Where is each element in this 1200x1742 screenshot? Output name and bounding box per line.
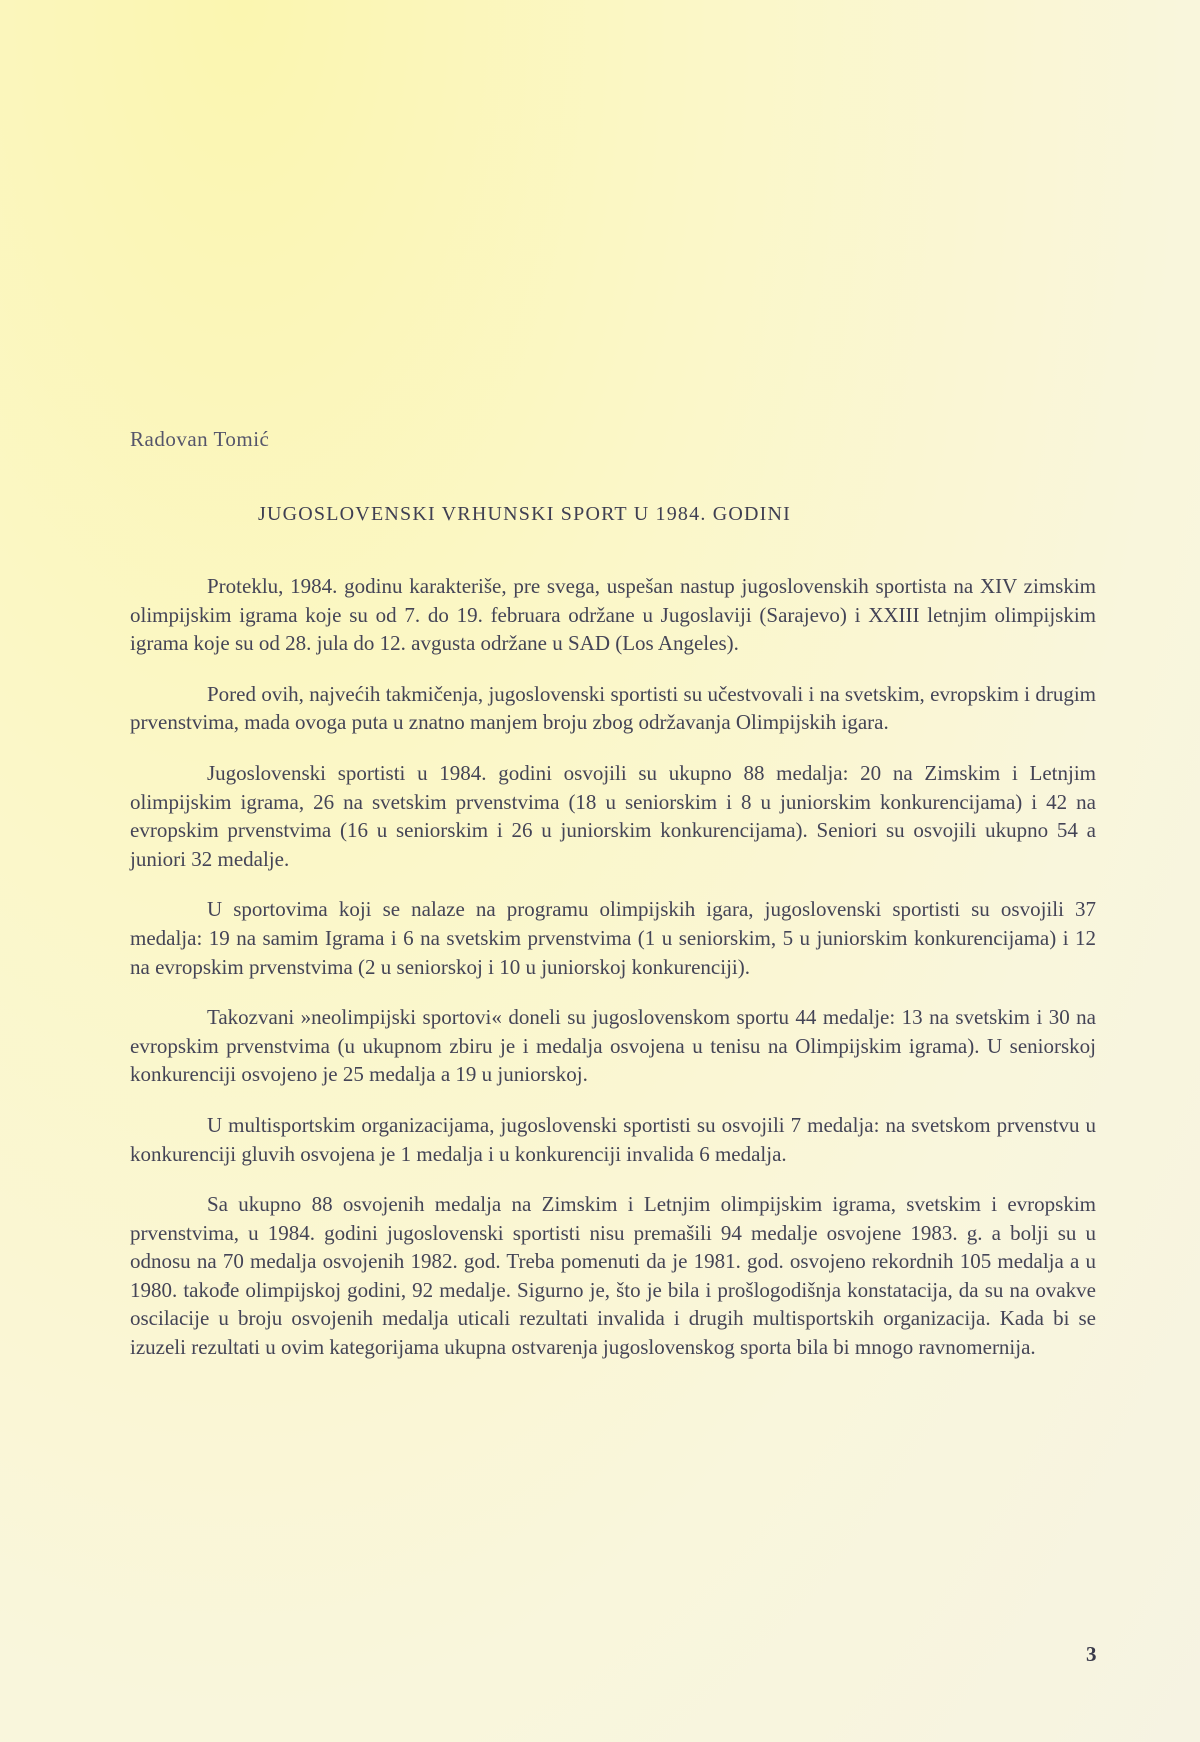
page-number: 3 <box>1086 1642 1097 1666</box>
paragraph: Takozvani »neolimpijski sportovi« doneli su jugoslovenskom sportu 44 medalje: 13 na svetskim i 30 na evropskim prvenstvima (u ukupnom zbiru je i medalja osvojena u tenisu na Olimpijskim igrama). U seniorskoj konkurenciji osvojeno je 25 medalja a 19 u juniorskoj. <box>130 1005 1096 1087</box>
article-title: JUGOSLOVENSKI VRHUNSKI SPORT U 1984. GODINI <box>258 503 792 525</box>
paragraph: U sportovima koji se nalaze na programu olimpijskih igara, jugoslovenski sportisti su osvojili 37 medalja: 19 na samim Igrama i 6 na svetskim prvenstvima (1 u seniorskim, 5 u juniorskim konkurencijama) i 12 na evropskim prvenstvima (2 u seniorskoj i 10 u juniorskoj konkurenciji). <box>130 897 1096 979</box>
paragraph: Sa ukupno 88 osvojenih medalja na Zimskim i Letnjim olimpijskim igrama, svetskim i evropskim prvenstvima, u 1984. godini jugoslovenski sportisti nisu premašili 94 medalje osvojene 1983. g. a bolji su u odnosu na 70 medalja osvojenih 1982. god. Treba pomenuti da je 1981. god. osvojeno rekordnih 105 medalja a u 1980. takođe olimpijskoj godini, 92 medalje. Sigurno je, što je bila i prošlogodišnja konstatacija, da su na ovakve oscilacije u broju osvojenih medalja uticali rezultati invalida i drugih multisportskih organizacija. Kada bi se izuzeli rezultati u ovim kategorijama ukupna ostvarenja jugoslovenskog sporta bila bi mnogo ravnomernija. <box>130 1192 1096 1360</box>
paragraph: U multisportskim organizacijama, jugoslovenski sportisti su osvojili 7 medalja: na svetskom prvenstvu u konkurenciji gluvih osvojena je 1 medalja i u konkurenciji invalida 6 medalja. <box>130 1112 1096 1166</box>
author-name: Radovan Tomić <box>130 427 270 451</box>
paragraph: Jugoslovenski sportisti u 1984. godini osvojili su ukupno 88 medalja: 20 na Zimskim i Letnjim olimpijskim igrama, 26 na svetskim prvenstvima (18 u seniorskim i 8 u juniorskim konkurencijama) i 42 na evropskim prvenstvima (16 u seniorskim i 26 u juniorskim konkurencijama). Seniori su osvojili ukupno 54 a juniori 32 medalje. <box>130 760 1096 871</box>
article-body <box>130 572 1096 1384</box>
paragraph: Proteklu, 1984. godinu karakteriše, pre svega, uspešan nastup jugoslovenskih sportista na XIV zimskim olimpijskim igrama koje su od 7. do 19. februara održane u Jugoslaviji (Sarajevo) i XXIII letnjim olimpijskim igrama koje su od 28. jula do 12. avgusta održane u SAD (Los Angeles). <box>130 574 1096 656</box>
paragraph: Pored ovih, najvećih takmičenja, jugoslovenski sportisti su učestvovali i na svetskim, evropskim i drugim prvenstvima, mada ovoga puta u znatno manjem broju zbog održavanja Olimpijskih igara. <box>130 681 1096 735</box>
